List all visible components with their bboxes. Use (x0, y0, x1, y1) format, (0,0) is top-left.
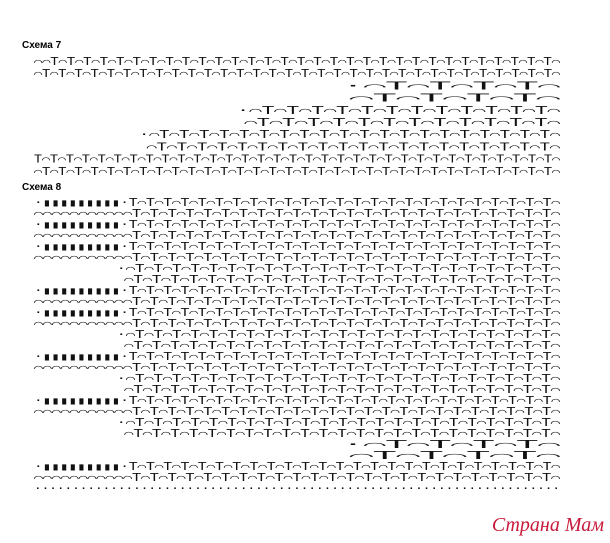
scheme-8-row: ⌒⌒⌒⌒⌒⌒⌒⌒⌒⌒⌒T⌒T⌒T⌒T⌒T⌒T⌒T⌒T⌒T⌒T⌒T⌒T⌒T⌒T⌒T⌒T⌒T⌒T⌒T⌒T⌒T⌒T⌒T⌒T⌒ (34, 473, 560, 484)
scheme-7-title: Схема 7 (22, 40, 62, 51)
scheme-7-row: ⌒T⌒T⌒T⌒T⌒T⌒T⌒T⌒T⌒T⌒T⌒T⌒T⌒T⌒T⌒T⌒T⌒T⌒T⌒T⌒T⌒T⌒T⌒T⌒T⌒T⌒T⌒T⌒T⌒T⌒T⌒T⌒T⌒ (34, 166, 560, 178)
scheme-7-row: ⌒T⌒T⌒T⌒T⌒T⌒T⌒T⌒T⌒T⌒T⌒T⌒T⌒ (244, 118, 560, 129)
scheme-7-row: ⌒T⌒T⌒T⌒T⌒ (349, 93, 560, 105)
scheme-8-row: ····································································· (34, 484, 560, 495)
scheme-8-row: ⌒⌒⌒⌒⌒⌒⌒⌒⌒⌒⌒T⌒T⌒T⌒T⌒T⌒T⌒T⌒T⌒T⌒T⌒T⌒T⌒T⌒T⌒T⌒T⌒T⌒T⌒T⌒T⌒T⌒T⌒T⌒T⌒ (34, 363, 560, 374)
scheme-7-row: ⌒T⌒T⌒T⌒T⌒T⌒T⌒T⌒T⌒T⌒T⌒T⌒T⌒T⌒T⌒T⌒T⌒T⌒T⌒T⌒T⌒ (146, 142, 560, 154)
scheme-8-row: ⌒⌒⌒⌒⌒⌒⌒⌒⌒⌒⌒T⌒T⌒T⌒T⌒T⌒T⌒T⌒T⌒T⌒T⌒T⌒T⌒T⌒T⌒T⌒T⌒T⌒T⌒T⌒T⌒T⌒T⌒T⌒T⌒ (34, 231, 560, 242)
scheme-8-row: ⌒T⌒T⌒T⌒T⌒T⌒T⌒T⌒T⌒T⌒T⌒T⌒T⌒T⌒T⌒T⌒T⌒T⌒T⌒T⌒T⌒T⌒T⌒T⌒ (124, 275, 560, 286)
scheme-8-row: ·⌒T⌒T⌒T⌒T⌒T⌒T⌒T⌒T⌒T⌒T⌒T⌒T⌒T⌒T⌒T⌒T⌒T⌒T⌒T⌒T⌒T⌒T⌒T⌒ (116, 374, 560, 385)
scheme-8-row: ⌒⌒⌒⌒⌒⌒⌒⌒⌒⌒⌒T⌒T⌒T⌒T⌒T⌒T⌒T⌒T⌒T⌒T⌒T⌒T⌒T⌒T⌒T⌒T⌒T⌒T⌒T⌒T⌒T⌒T⌒T⌒T⌒ (34, 297, 560, 308)
scheme-8-row: ⌒⌒⌒⌒⌒⌒⌒⌒⌒⌒⌒T⌒T⌒T⌒T⌒T⌒T⌒T⌒T⌒T⌒T⌒T⌒T⌒T⌒T⌒T⌒T⌒T⌒T⌒T⌒T⌒T⌒T⌒T⌒T⌒ (34, 319, 560, 330)
scheme-8-row: ⌒T⌒T⌒T⌒T⌒T⌒T⌒T⌒T⌒T⌒T⌒T⌒T⌒T⌒T⌒T⌒T⌒T⌒T⌒T⌒T⌒T⌒T⌒T⌒ (124, 385, 560, 396)
scheme-7-row: ⌒T⌒T⌒T⌒T⌒T⌒T⌒T⌒T⌒T⌒T⌒T⌒T⌒T⌒T⌒T⌒T⌒T⌒T⌒T⌒T⌒T⌒T⌒T⌒T⌒T⌒T⌒T⌒T⌒T⌒T⌒T⌒T⌒ (34, 69, 560, 81)
scheme-7-row: ·⌒T⌒T⌒T⌒T⌒T⌒T⌒T⌒T⌒T⌒T⌒T⌒T⌒T⌒T⌒T⌒T⌒T⌒T⌒T⌒T⌒ (139, 130, 560, 142)
scheme-8-row: ⌒T⌒T⌒T⌒T⌒T⌒T⌒T⌒T⌒T⌒T⌒T⌒T⌒T⌒T⌒T⌒T⌒T⌒T⌒T⌒T⌒T⌒T⌒T⌒ (124, 341, 560, 352)
scheme-8-row: ·▮▮▮▮▮▮▮▮▮·T⌒T⌒T⌒T⌒T⌒T⌒T⌒T⌒T⌒T⌒T⌒T⌒T⌒T⌒T⌒T⌒T⌒T⌒T⌒T⌒T⌒T⌒T⌒T⌒T⌒ (34, 286, 560, 297)
scheme-8-row: ·⌒T⌒T⌒T⌒T⌒T⌒T⌒T⌒T⌒T⌒T⌒T⌒T⌒T⌒T⌒T⌒T⌒T⌒T⌒T⌒T⌒T⌒T⌒T⌒ (116, 330, 560, 341)
scheme-8-row: ⌒⌒⌒⌒⌒⌒⌒⌒⌒⌒⌒T⌒T⌒T⌒T⌒T⌒T⌒T⌒T⌒T⌒T⌒T⌒T⌒T⌒T⌒T⌒T⌒T⌒T⌒T⌒T⌒T⌒T⌒T⌒T⌒ (34, 209, 560, 220)
scheme-8-row: ·▮▮▮▮▮▮▮▮▮·T⌒T⌒T⌒T⌒T⌒T⌒T⌒T⌒T⌒T⌒T⌒T⌒T⌒T⌒T⌒T⌒T⌒T⌒T⌒T⌒T⌒T⌒T⌒T⌒T⌒ (34, 198, 560, 209)
scheme-7-row: ⌒⌒T⌒T⌒T⌒T⌒T⌒T⌒T⌒T⌒T⌒T⌒T⌒T⌒T⌒T⌒T⌒T⌒T⌒T⌒T⌒T⌒T⌒T⌒T⌒T⌒T⌒T⌒T⌒T⌒T⌒T⌒T⌒ (34, 57, 560, 68)
scheme-7-row: ·⌒T⌒T⌒T⌒T⌒ (342, 81, 560, 93)
scheme-8-row: ·▮▮▮▮▮▮▮▮▮·T⌒T⌒T⌒T⌒T⌒T⌒T⌒T⌒T⌒T⌒T⌒T⌒T⌒T⌒T⌒T⌒T⌒T⌒T⌒T⌒T⌒T⌒T⌒T⌒T⌒ (34, 352, 560, 363)
scheme-7-row: ·⌒T⌒T⌒T⌒T⌒T⌒T⌒T⌒T⌒T⌒T⌒T⌒T⌒ (236, 105, 560, 117)
scheme-8-title: Схема 8 (22, 182, 62, 193)
scheme-8-row: ⌒⌒⌒⌒⌒⌒⌒⌒⌒⌒⌒T⌒T⌒T⌒T⌒T⌒T⌒T⌒T⌒T⌒T⌒T⌒T⌒T⌒T⌒T⌒T⌒T⌒T⌒T⌒T⌒T⌒T⌒T⌒T⌒ (34, 407, 560, 418)
scheme-8-row: ·▮▮▮▮▮▮▮▮▮·T⌒T⌒T⌒T⌒T⌒T⌒T⌒T⌒T⌒T⌒T⌒T⌒T⌒T⌒T⌒T⌒T⌒T⌒T⌒T⌒T⌒T⌒T⌒T⌒T⌒ (34, 308, 560, 319)
scheme-8-row: ⌒T⌒T⌒T⌒T⌒ (349, 451, 560, 462)
scheme-8-row: ·▮▮▮▮▮▮▮▮▮·T⌒T⌒T⌒T⌒T⌒T⌒T⌒T⌒T⌒T⌒T⌒T⌒T⌒T⌒T⌒T⌒T⌒T⌒T⌒T⌒T⌒T⌒T⌒T⌒T⌒ (34, 242, 560, 253)
scheme-8-row: ·⌒T⌒T⌒T⌒T⌒T⌒T⌒T⌒T⌒T⌒T⌒T⌒T⌒T⌒T⌒T⌒T⌒T⌒T⌒T⌒T⌒T⌒T⌒T⌒ (116, 418, 560, 429)
scheme-8-row: ⌒T⌒T⌒T⌒T⌒T⌒T⌒T⌒T⌒T⌒T⌒T⌒T⌒T⌒T⌒T⌒T⌒T⌒T⌒T⌒T⌒T⌒T⌒T⌒ (124, 429, 560, 440)
scheme-8-row: ·▮▮▮▮▮▮▮▮▮·T⌒T⌒T⌒T⌒T⌒T⌒T⌒T⌒T⌒T⌒T⌒T⌒T⌒T⌒T⌒T⌒T⌒T⌒T⌒T⌒T⌒T⌒T⌒T⌒T⌒ (34, 462, 560, 473)
scheme-7-row: T⌒T⌒T⌒T⌒T⌒T⌒T⌒T⌒T⌒T⌒T⌒T⌒T⌒T⌒T⌒T⌒T⌒T⌒T⌒T⌒T⌒T⌒T⌒T⌒T⌒T⌒T⌒T⌒T⌒T⌒T⌒T⌒T⌒ (34, 154, 560, 166)
scheme-8-row: ·▮▮▮▮▮▮▮▮▮·T⌒T⌒T⌒T⌒T⌒T⌒T⌒T⌒T⌒T⌒T⌒T⌒T⌒T⌒T⌒T⌒T⌒T⌒T⌒T⌒T⌒T⌒T⌒T⌒T⌒ (34, 220, 560, 231)
scheme-8-row: ⌒⌒⌒⌒⌒⌒⌒⌒⌒⌒⌒T⌒T⌒T⌒T⌒T⌒T⌒T⌒T⌒T⌒T⌒T⌒T⌒T⌒T⌒T⌒T⌒T⌒T⌒T⌒T⌒T⌒T⌒T⌒T⌒ (34, 253, 560, 264)
watermark-logo: Страна Мам (491, 514, 604, 536)
scheme-8-row: ·⌒T⌒T⌒T⌒T⌒ (342, 440, 560, 451)
scheme-8-row: ·⌒T⌒T⌒T⌒T⌒T⌒T⌒T⌒T⌒T⌒T⌒T⌒T⌒T⌒T⌒T⌒T⌒T⌒T⌒T⌒T⌒T⌒T⌒T⌒ (116, 264, 560, 275)
scheme-8-row: ·▮▮▮▮▮▮▮▮▮·T⌒T⌒T⌒T⌒T⌒T⌒T⌒T⌒T⌒T⌒T⌒T⌒T⌒T⌒T⌒T⌒T⌒T⌒T⌒T⌒T⌒T⌒T⌒T⌒T⌒ (34, 396, 560, 407)
